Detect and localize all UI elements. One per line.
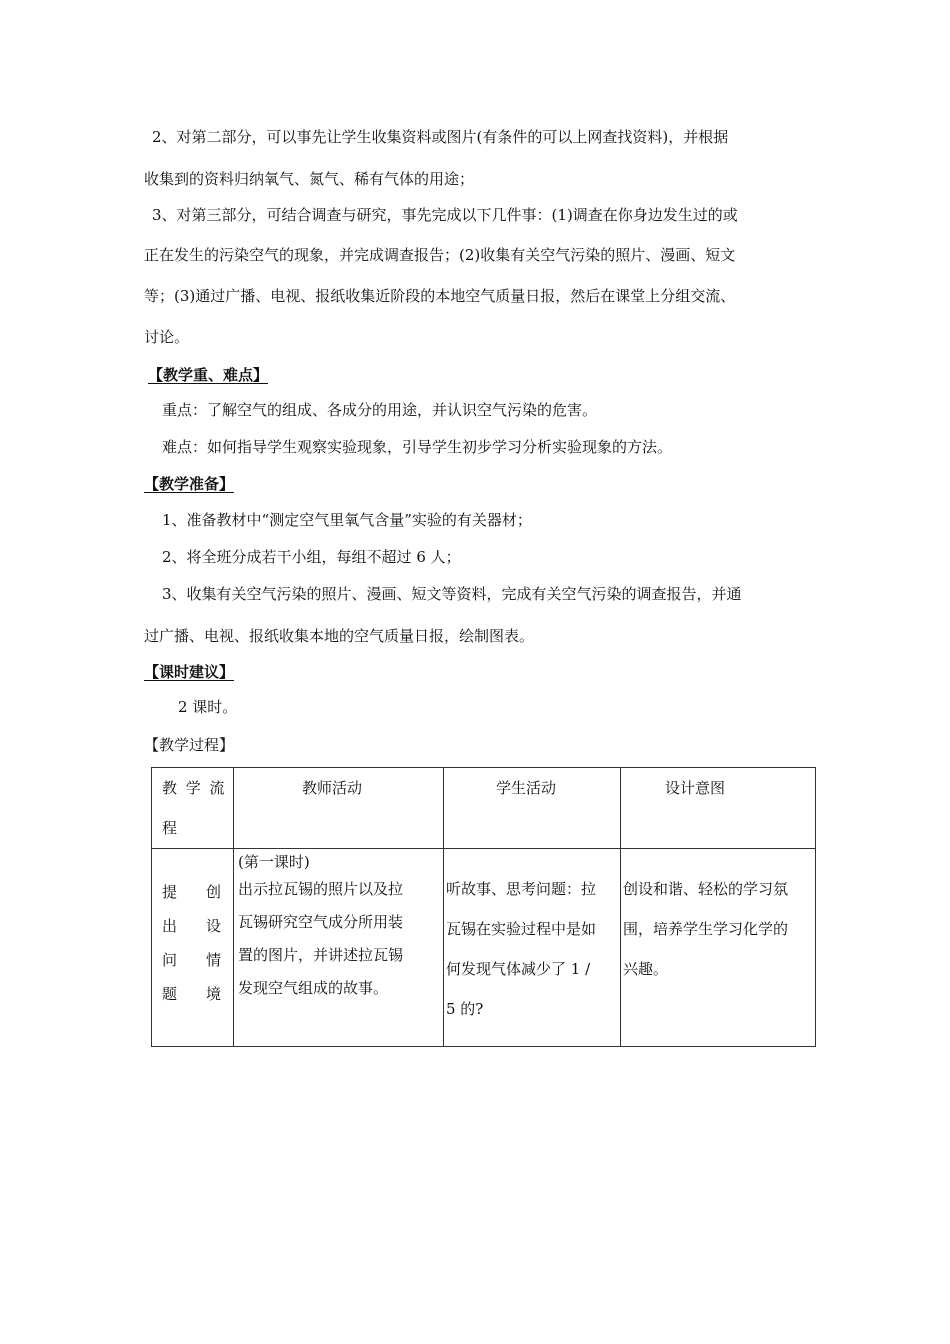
- row-teacher-activity: (第一课时) 出示拉瓦锡的照片以及拉 瓦锡研究空气成分所用装 置的图片，并讲述拉瓦锡 发现空气组成的故事。: [234, 849, 444, 1047]
- key-points-difficulty: 难点：如何指导学生观察实验现象，引导学生初步学习分析实验现象的方法。: [162, 438, 673, 456]
- preparation-item-3-line-1: 3、收集有关空气污染的照片、漫画、短文等资料，完成有关空气污染的调查报告，并通: [162, 585, 742, 603]
- row-stage: 提 创 出 设 问 情 题 境: [152, 849, 234, 1047]
- header-intent: 设计意图: [621, 768, 816, 849]
- paragraph-3-line-3: 等；(3)通过广播、电视、报纸收集近阶段的本地空气质量日报，然后在课堂上分组交流、: [144, 287, 736, 305]
- paragraph-2-line-2: 收集到的资料归纳氧气、氮气、稀有气体的用途；: [144, 170, 475, 188]
- schedule-value: 2 课时。: [178, 698, 238, 716]
- paragraph-3-line-2: 正在发生的污染空气的现象，并完成调查报告；(2)收集有关空气污染的照片、漫画、短文: [144, 246, 736, 264]
- preparation-item-3-line-2: 过广播、电视、报纸收集本地的空气质量日报，绘制图表。: [144, 627, 535, 645]
- process-table: [151, 767, 816, 1047]
- key-points-focus: 重点：了解空气的组成、各成分的用途，并认识空气污染的危害。: [162, 401, 598, 419]
- paragraph-3-line-1: 3、对第三部分，可结合调查与研究，事先完成以下几件事：(1)调查在你身边发生过的或: [152, 206, 738, 224]
- paragraph-2-line-1: 2、对第二部分，可以事先让学生收集资料或图片(有条件的可以上网查找资料)，并根据: [152, 128, 729, 146]
- key-points-heading: 【教学重、难点】: [148, 366, 269, 384]
- table-row: [152, 849, 816, 1047]
- table-header-row: [152, 768, 816, 849]
- preparation-item-2: 2、将全班分成若干小组，每组不超过 6 人；: [162, 548, 461, 566]
- header-teacher: 教师活动: [234, 768, 444, 849]
- row-design-intent: 创设和谐、轻松的学习氛 围，培养学生学习化学的 兴趣。: [621, 849, 816, 1047]
- process-heading: 【教学过程】: [144, 736, 235, 754]
- preparation-item-1: 1、准备教材中“测定空气里氧气含量”实验的有关器材；: [162, 511, 532, 529]
- header-stage: 教 学 流 程: [152, 768, 234, 849]
- header-student: 学生活动: [444, 768, 621, 849]
- schedule-heading: 【课时建议】: [144, 663, 235, 681]
- preparation-heading: 【教学准备】: [144, 475, 235, 493]
- paragraph-3-line-4: 讨论。: [144, 328, 190, 346]
- row-student-activity: 听故事、思考问题：拉 瓦锡在实验过程中是如 何发现气体减少了 1 / 5 的?: [444, 849, 621, 1047]
